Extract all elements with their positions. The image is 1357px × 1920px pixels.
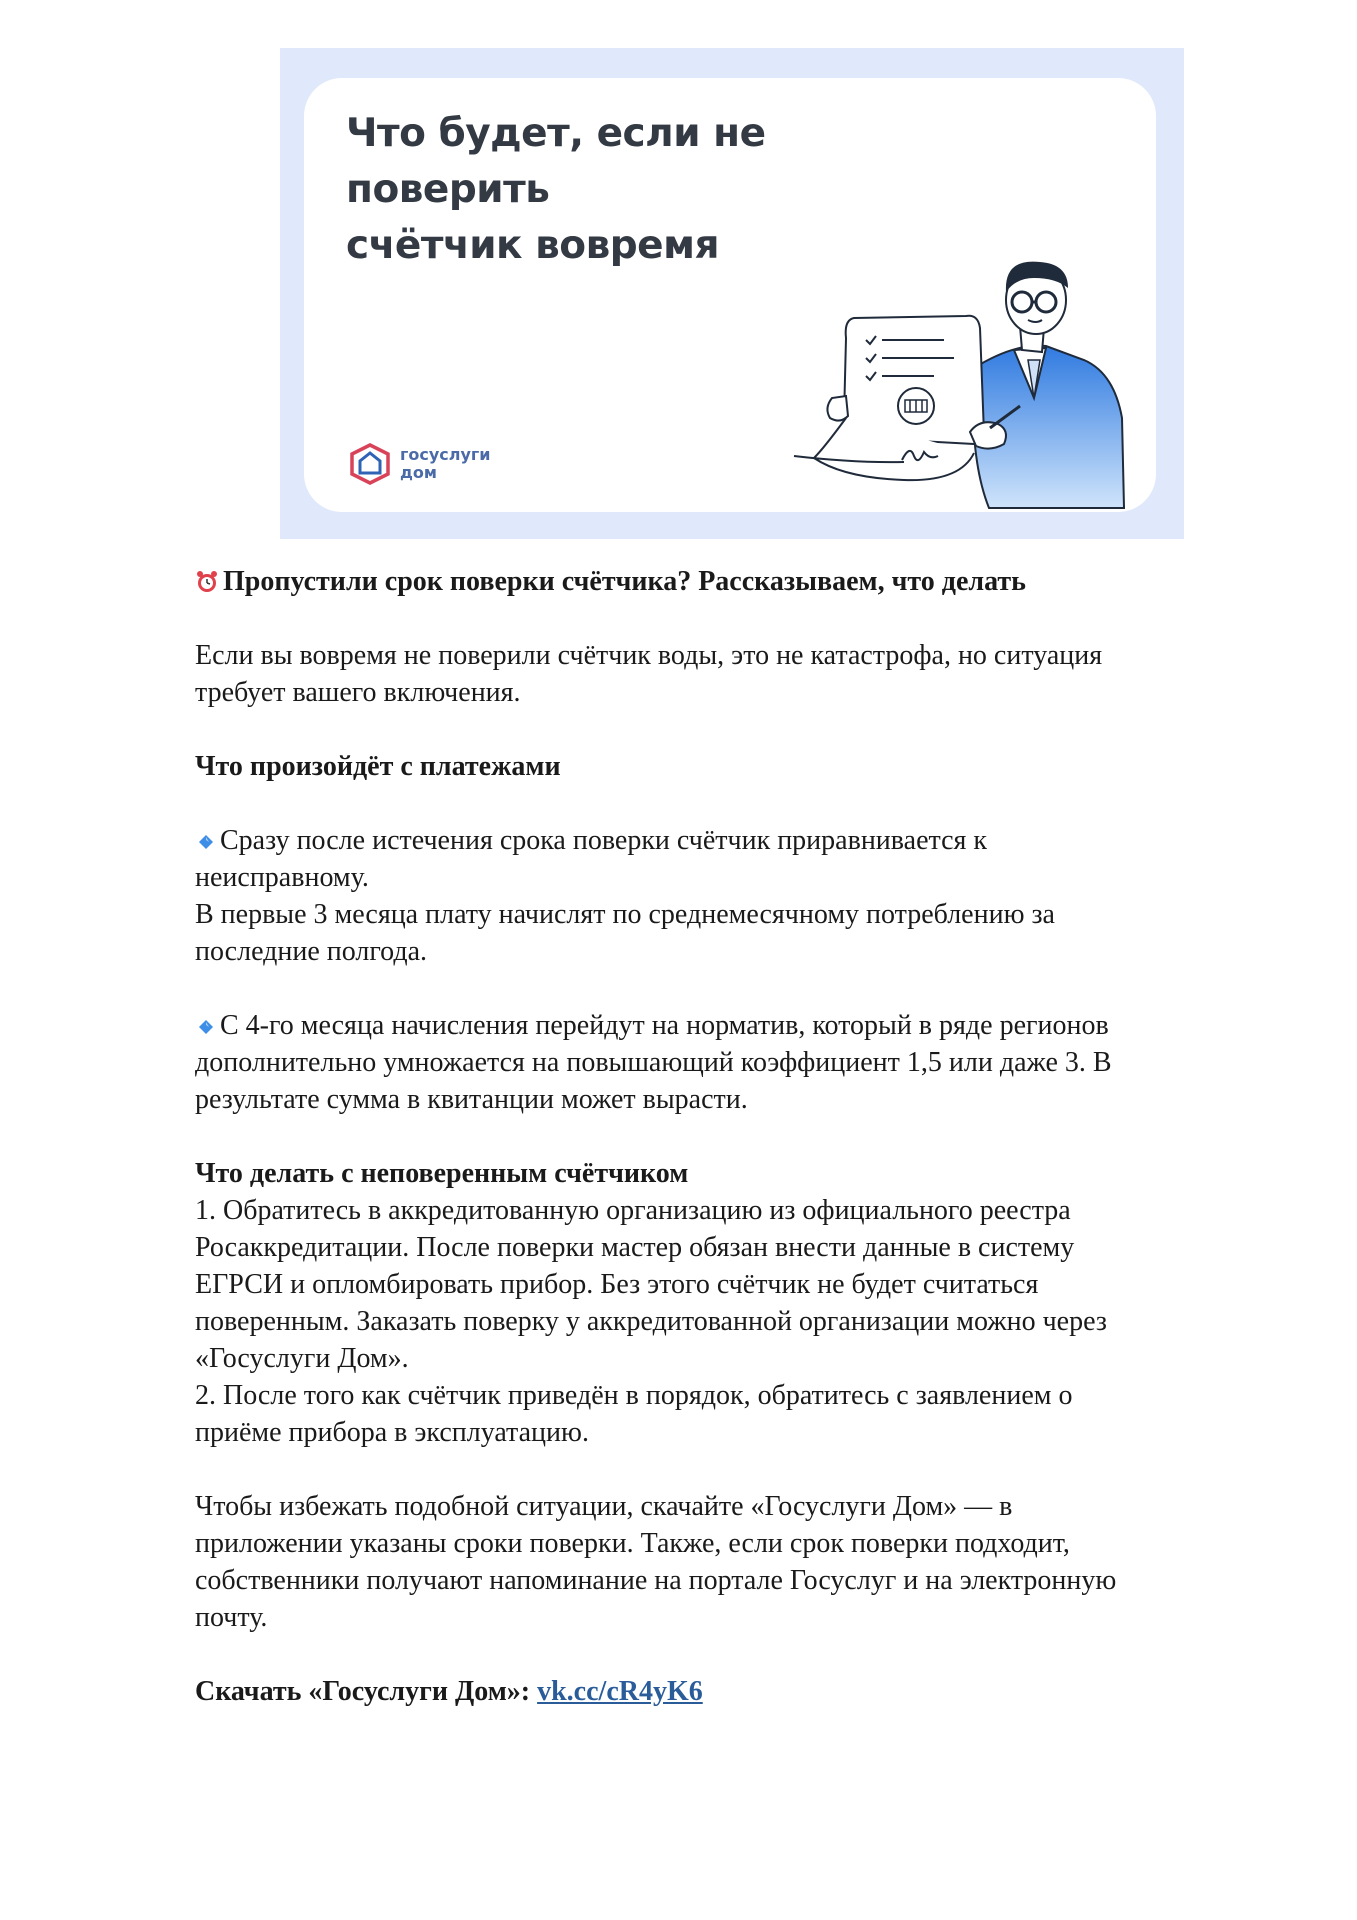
blue-diamond-icon <box>199 1020 213 1034</box>
step-text: приёме прибора в эксплуатацию. <box>195 1417 589 1448</box>
section-heading-unverified-meter: Что делать с неповеренным счётчиком <box>195 1158 689 1189</box>
banner-title-line: Что будет, если не поверить <box>346 111 766 212</box>
tip-text: почту. <box>195 1602 268 1633</box>
banner-card <box>304 78 1156 512</box>
brand-text <box>400 446 490 482</box>
download-link[interactable]: vk.cc/cR4yK6 <box>537 1676 703 1707</box>
step-text: поверенным. Заказать поверку у аккредитованной организации можно через <box>195 1306 1107 1337</box>
alarm-clock-icon <box>195 570 219 594</box>
bullet-text: Сразу после истечения срока поверки счётчик приравнивается к <box>220 825 987 856</box>
bullet-paragraph <box>195 822 1275 859</box>
tip-text: приложении указаны сроки поверки. Также, если срок поверки подходит, <box>195 1528 1070 1559</box>
man-signing-document-illustration <box>784 248 1134 538</box>
banner-image <box>280 48 1184 539</box>
step-text: 2. После того как счётчик приведён в порядок, обратитесь с заявлением о <box>195 1380 1073 1411</box>
tip-text: Чтобы избежать подобной ситуации, скачайте «Госуслуги Дом» — в <box>195 1491 1013 1522</box>
intro-line: требует вашего включения. <box>195 677 521 708</box>
step-text: 1. Обратитесь в аккредитованную организацию из официального реестра <box>195 1195 1071 1226</box>
blue-diamond-icon <box>199 835 213 849</box>
step-text: «Госуслуги Дом». <box>195 1343 409 1374</box>
brand-name: госуслуги <box>400 445 491 464</box>
gosuslugi-dom-logo <box>348 440 490 488</box>
banner-title-line: счётчик вовремя <box>346 223 720 268</box>
house-logo-icon <box>348 442 392 486</box>
bullet-text: В первые 3 месяца плату начислят по среднемесячному потреблению за <box>195 899 1055 930</box>
bullet-text: С 4-го месяца начисления перейдут на норматив, который в ряде регионов <box>220 1010 1109 1041</box>
download-label: Скачать «Госуслуги Дом»: <box>195 1676 531 1707</box>
bullet-text: результате сумма в квитанции может вырасти. <box>195 1084 748 1115</box>
brand-subname: дом <box>400 463 437 482</box>
download-line <box>195 1673 1275 1710</box>
step-text: Росаккредитации. После поверки мастер обязан внести данные в систему <box>195 1232 1075 1263</box>
intro-line: Если вы вовремя не поверили счётчик воды, это не катастрофа, но ситуация <box>195 640 1103 671</box>
bullet-text: дополнительно умножается на повышающий коэффициент 1,5 или даже 3. В <box>195 1047 1112 1078</box>
article-headline <box>195 563 1275 600</box>
section-heading-payments: Что произойдёт с платежами <box>195 751 561 782</box>
bullet-paragraph <box>195 1007 1275 1044</box>
step-text: ЕГРСИ и опломбировать прибор. Без этого счётчик не будет считаться <box>195 1269 1039 1300</box>
tip-text: собственники получают напоминание на портале Госуслуг и на электронную <box>195 1565 1117 1596</box>
bullet-text: последние полгода. <box>195 936 428 967</box>
article-body <box>195 563 1275 1710</box>
bullet-text: неисправному. <box>195 862 369 893</box>
headline-text: Пропустили срок поверки счётчика? Рассказываем, что делать <box>223 566 1026 597</box>
